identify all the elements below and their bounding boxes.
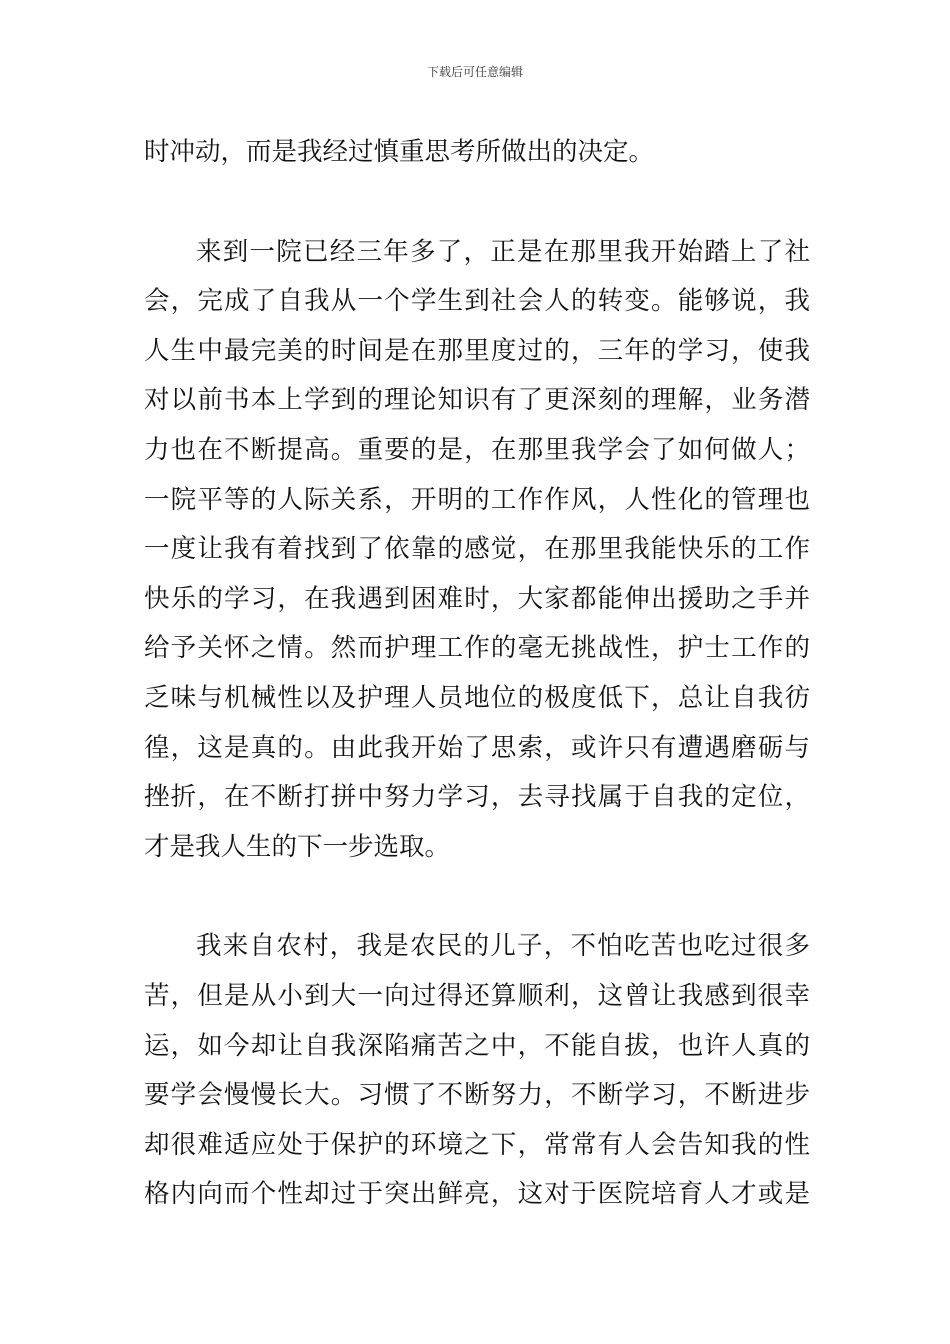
text-line: 我来自农村，我是农民的儿子，不怕吃苦也吃过很多 [196, 931, 810, 962]
text-line: 格内向而个性却过于突出鲜亮，这对于医院培育人才或是 [144, 1179, 810, 1210]
text-line: 快乐的学习，在我遇到困难时，大家都能伸出援助之手并 [144, 583, 810, 614]
text-line: 挫折，在不断打拼中努力学习，去寻找属于自我的定位， [144, 782, 810, 813]
text-line: 给予关怀之情。然而护理工作的毫无挑战性，护士工作的 [144, 633, 810, 664]
text-line: 会，完成了自我从一个学生到社会人的转变。能够说，我 [144, 286, 810, 317]
text-line: 时冲动，而是我经过慎重思考所做出的决定。 [144, 137, 655, 167]
paragraph-gap [144, 178, 810, 228]
text-line: 徨，这是真的。由此我开始了思索，或许只有遭遇磨砺与 [144, 732, 810, 763]
paragraph-1 [144, 128, 810, 178]
paragraph-gap [144, 872, 810, 922]
text-line: 对以前书本上学到的理论知识有了更深刻的理解，业务潜 [144, 385, 810, 416]
text-line: 来到一院已经三年多了，正是在那里我开始踏上了社 [196, 236, 810, 267]
text-line: 人生中最完美的时间是在那里度过的，三年的学习，使我 [144, 335, 810, 366]
text-line: 却很难适应处于保护的环境之下，常常有人会告知我的性 [144, 1129, 810, 1160]
paragraph-3 [144, 922, 810, 1220]
text-line: 苦，但是从小到大一向过得还算顺利，这曾让我感到很幸 [144, 980, 810, 1011]
text-line: 运，如今却让自我深陷痛苦之中，不能自拔，也许人真的 [144, 1030, 810, 1061]
text-line: 才是我人生的下一步选取。 [144, 831, 451, 862]
paragraph-2 [144, 228, 810, 873]
page-header: 下载后可任意编辑 [426, 65, 523, 79]
document-body [144, 128, 810, 1220]
text-line: 一院平等的人际关系，开明的工作作风，人性化的管理也 [144, 484, 810, 515]
text-line: 一度让我有着找到了依靠的感觉，在那里我能快乐的工作 [144, 534, 810, 565]
text-line: 要学会慢慢长大。习惯了不断努力，不断学习，不断进步 [144, 1080, 810, 1111]
text-line: 乏味与机械性以及护理人员地位的极度低下，总让自我彷 [144, 682, 810, 713]
text-line: 力也在不断提高。重要的是，在那里我学会了如何做人； [144, 434, 810, 465]
